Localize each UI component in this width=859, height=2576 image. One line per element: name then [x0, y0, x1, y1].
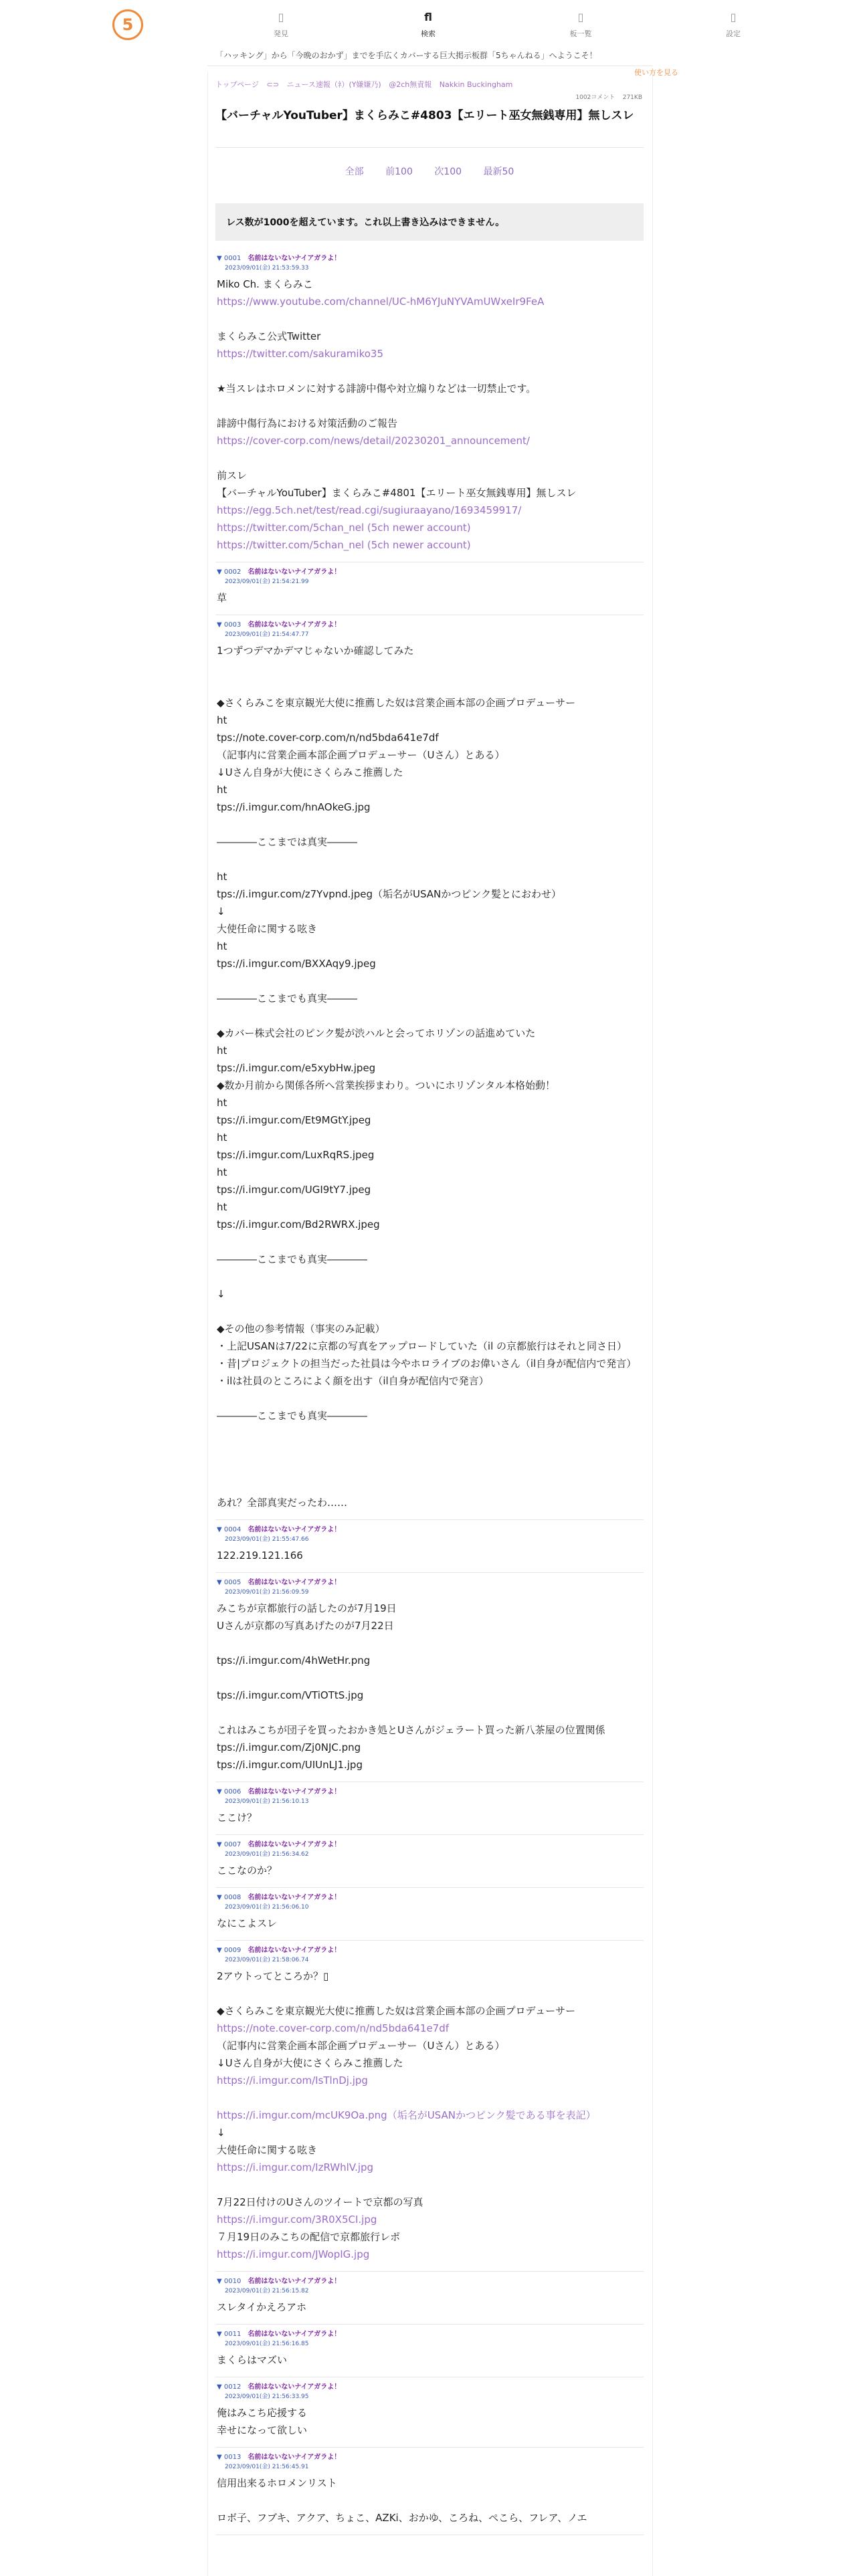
breadcrumb-board[interactable]: ニュース速報（ﾈ）(Y嫌嫌乃): [286, 80, 381, 89]
post-line: ↓Uさん自身が大使にさくらみこ推薦した: [217, 766, 403, 778]
post-line: ７月19日のみこちの配信で京都旅行レポ: [217, 2231, 401, 2243]
post: [215, 2377, 644, 2448]
post-number[interactable]: ▼ 0002: [217, 568, 242, 576]
pager: [215, 165, 644, 178]
post: [215, 1520, 644, 1573]
post-line: ht: [217, 1045, 227, 1057]
post-body: [217, 2351, 642, 2369]
post-line: [217, 1233, 642, 1251]
post-author: 名前はないないナイアガラよ！: [248, 2383, 341, 2391]
app-header: [0, 0, 859, 47]
thread-size: 271KB: [622, 94, 642, 101]
post-number[interactable]: ▼ 0013: [217, 2454, 242, 2461]
nav-boards[interactable]: [554, 9, 607, 39]
post-header: [217, 2277, 642, 2296]
post: [215, 2272, 644, 2325]
post-link[interactable]: https://twitter.com/5chan_nel (5ch newer account): [217, 539, 471, 551]
post-line: tps://i.imgur.com/VTiOTtS.jpg: [217, 1689, 364, 1701]
post-author: 名前はないないナイアガラよ！: [248, 1579, 341, 1586]
post-line: 俺はみこち応援する: [217, 2407, 308, 2419]
post-author: 名前はないないナイアガラよ！: [248, 1947, 341, 1954]
post-header: [217, 254, 642, 273]
post: [215, 2325, 644, 2377]
post-body: [217, 642, 642, 1511]
post-line: [217, 1634, 642, 1652]
post-body: [217, 1600, 642, 1774]
pager-next100[interactable]: 次100: [434, 167, 462, 177]
post-date: 2023/09/01(金) 21:56:06.10: [225, 1904, 309, 1911]
post-line: tps://i.imgur.com/4hWetHr.png: [217, 1654, 371, 1667]
gear-icon: ▯: [730, 11, 737, 23]
post-number[interactable]: ▼ 0004: [217, 1526, 242, 1533]
nav-search-label: 検索: [421, 29, 436, 38]
post-line: [217, 972, 642, 990]
post-number[interactable]: ▼ 0001: [217, 255, 242, 262]
top-nav: [0, 9, 859, 47]
post-line: 草: [217, 592, 227, 604]
post-date: 2023/09/01(金) 21:56:09.59: [225, 1589, 309, 1596]
post-line: ↓: [217, 2127, 225, 2139]
post-line: ――――ここまでも真実――――: [217, 1253, 368, 1265]
post-line: 大使任命に関する呟き: [217, 2144, 318, 2156]
post-header: [217, 621, 642, 639]
thread-full-notice: レス数が1000を超えています。これ以上書き込みはできません。: [215, 203, 644, 241]
discover-icon: ▯: [278, 11, 284, 23]
post-line: 2アウトってところか？▯: [217, 1970, 329, 1982]
post-body: [217, 1967, 642, 2263]
post-line: Miko Ch. まくらみこ: [217, 278, 313, 290]
post-date: 2023/09/01(金) 21:56:15.82: [225, 2288, 309, 2294]
post-line: ロボ子、フブキ、アクア、ちょこ、AZKi、おかゆ、ころね、ぺこら、フレア、ノエ: [217, 2512, 587, 2524]
post-line: ↓: [217, 1288, 225, 1300]
post-line: [217, 1268, 642, 1285]
post-line: ここなのか？: [217, 1864, 278, 1876]
post-body: [217, 2474, 642, 2527]
post-line: tps://i.imgur.com/z7Yvpnd.jpeg（垢名がUSANかつピンク髪とにおわせ）: [217, 888, 561, 900]
post-author: 名前はないないナイアガラよ！: [248, 1841, 341, 1848]
post-date: 2023/09/01(金) 21:56:33.95: [225, 2393, 309, 2400]
post-line: ――――ここまでも真実――――: [217, 1410, 368, 1422]
nav-search[interactable]: [401, 9, 455, 39]
post-header: [217, 1578, 642, 1597]
post-line: ◆さくらみこを東京観光大使に推薦した奴は営業企画本部の企画プロデューサー: [217, 2005, 576, 2017]
post-header: [217, 1525, 642, 1544]
post-link[interactable]: https://note.cover-corp.com/n/nd5bda641e7df: [217, 2022, 450, 2034]
post-author: 名前はないないナイアガラよ！: [248, 1526, 341, 1533]
post-number[interactable]: ▼ 0010: [217, 2278, 242, 2285]
post-body: [217, 2298, 642, 2316]
post-date: 2023/09/01(金) 21:56:45.91: [225, 2464, 309, 2470]
post-header: [217, 2383, 642, 2401]
post-number[interactable]: ▼ 0005: [217, 1579, 242, 1586]
post-body: [217, 1862, 642, 1879]
post-number[interactable]: ▼ 0011: [217, 2331, 242, 2338]
post-line: [217, 2176, 642, 2193]
post-line: Uさんが京都の写真あげたのが7月22日: [217, 1620, 394, 1632]
post-line: [217, 362, 642, 380]
post-body: [217, 589, 642, 607]
post-date: 2023/09/01(金) 21:56:16.85: [225, 2341, 309, 2347]
post-line: ◆カバー株式会社のピンク髪が渋ハルと会ってホリゾンの話進めていた: [217, 1027, 536, 1039]
nav-discover[interactable]: [254, 9, 308, 39]
search-icon: fl: [424, 11, 432, 23]
post-line: ht: [217, 714, 227, 726]
post-link[interactable]: https://i.imgur.com/mcUK9Oa.png（垢名がUSANかつピンク髪である事を表記）: [217, 2109, 596, 2121]
post-line: みこちが京都旅行の話したのが7月19日: [217, 1602, 397, 1614]
post-link[interactable]: https://i.imgur.com/IzRWhlV.jpg: [217, 2161, 374, 2173]
post-line: tps://i.imgur.com/e5xybHw.jpeg: [217, 1062, 376, 1074]
post-line: 7月22日付けのUさんのツイートで京都の写真: [217, 2196, 423, 2208]
post-date: 2023/09/01(金) 21:56:10.13: [225, 1798, 309, 1805]
post-number[interactable]: ▼ 0009: [217, 1947, 242, 1954]
post-link[interactable]: https://twitter.com/5chan_nel (5ch newer account): [217, 522, 471, 534]
post-number[interactable]: ▼ 0003: [217, 621, 242, 629]
post: [215, 562, 644, 615]
logo-glyph: 5: [122, 15, 134, 34]
post-number[interactable]: ▼ 0012: [217, 2383, 242, 2391]
pager-prev100[interactable]: 前100: [385, 167, 413, 177]
post-number[interactable]: ▼ 0008: [217, 1894, 242, 1901]
post-line: tps://i.imgur.com/UIUnLJ1.jpg: [217, 1759, 363, 1771]
post-line: ↓: [217, 905, 225, 918]
post-line: tps://i.imgur.com/BXXAqy9.jpeg: [217, 958, 376, 970]
post-line: [217, 1424, 642, 1442]
post-line: 122.219.121.166: [217, 1549, 303, 1562]
post-line: ◆その他の参考情報（事実のみ記載）: [217, 1323, 385, 1335]
post-line: tps://i.imgur.com/Bd2RWRX.jpeg: [217, 1218, 380, 1230]
post-author: 名前はないないナイアガラよ！: [248, 255, 341, 262]
post-line: [217, 1007, 642, 1025]
welcome-banner: 「ハッキング」から「今晩のおかず」までを手広くカバーする巨大掲示板群「5ちゃんねる」へようこそ！: [215, 51, 597, 60]
divider: [215, 147, 644, 148]
post-line: ht: [217, 1166, 227, 1178]
post-body: [217, 1809, 642, 1826]
post-line: tps://i.imgur.com/hnAOkeG.jpg: [217, 801, 371, 813]
post-line: （記事内に営業企画本部企画プロデューサー（Uさん）とある）: [217, 749, 505, 761]
post-line: [217, 677, 642, 694]
post-header: [217, 1788, 642, 1806]
post-link[interactable]: https://twitter.com/sakuramiko35: [217, 348, 384, 360]
comment-count: 1002コメント: [575, 94, 615, 101]
post-line: ・ilは社員のところによく顔を出す（il自身が配信内で発言）: [217, 1375, 489, 1387]
post-line: ↓Uさん自身が大使にさくらみこ推薦した: [217, 2057, 403, 2069]
post: [215, 249, 644, 562]
post: [215, 1573, 644, 1782]
post-line: [217, 1303, 642, 1320]
nav-discover-label: 発見: [274, 29, 288, 38]
post-body: [217, 2404, 642, 2439]
post-line: [217, 1442, 642, 1459]
post-body: [217, 1915, 642, 1932]
post-list: [215, 249, 644, 2535]
post-author: 名前はないないナイアガラよ！: [248, 568, 341, 576]
post-line: なにこよスレ: [217, 1917, 278, 1929]
post: [215, 1835, 644, 1888]
post-line: tps://i.imgur.com/UGI9tY7.jpeg: [217, 1184, 371, 1196]
post-line: これはみこちが団子を買ったおかき処とUさんがジェラート買った新八茶屋の位置関係: [217, 1724, 605, 1736]
post-line: ・上記USANは7/22に京都の写真をアップロードしていた（il の京都旅行はそれと同さ日）: [217, 1340, 628, 1352]
post-line: 1つずつデマかデマじゃないか確認してみた: [217, 645, 414, 657]
post-line: tps://i.imgur.com/Et9MGtY.jpeg: [217, 1114, 371, 1126]
post-date: 2023/09/01(金) 21:54:47.77: [225, 631, 309, 638]
post-number[interactable]: ▼ 0007: [217, 1841, 242, 1848]
post-header: [217, 1893, 642, 1912]
boards-icon: ▯: [577, 11, 584, 23]
post-line: ht: [217, 784, 227, 796]
breadcrumb-sep: ⊂⊃: [266, 80, 279, 89]
post-author: 名前はないないナイアガラよ！: [248, 2454, 341, 2461]
post-line: [217, 1985, 642, 2002]
post-line: まくらみこ公式Twitter: [217, 330, 321, 342]
post-header: [217, 1840, 642, 1859]
nav-boards-label: 板一覧: [569, 29, 592, 38]
post-link[interactable]: https://i.imgur.com/IsTlnDj.jpg: [217, 2074, 368, 2086]
breadcrumb-user[interactable]: Nakkin Buckingham: [439, 80, 513, 89]
post-line: ht: [217, 1097, 227, 1109]
post-link[interactable]: https://www.youtube.com/channel/UC-hM6YJuNYVAmUWxeIr9FeA: [217, 296, 545, 308]
post-header: [217, 2453, 642, 2472]
post-header: [217, 2330, 642, 2349]
post-line: ◆数か月前から関係各所へ営業挨拶まわり。ついにホリゾンタル本格始動！: [217, 1079, 555, 1091]
post-line: tps://note.cover-corp.com/n/nd5bda641e7df: [217, 732, 439, 744]
post-author: 名前はないないナイアガラよ！: [248, 2331, 341, 2338]
post-author: 名前はないないナイアガラよ！: [248, 621, 341, 629]
post-author: 名前はないないナイアガラよ！: [248, 1788, 341, 1796]
post-line: [217, 449, 642, 467]
post: [215, 2448, 644, 2535]
thread-title: 【バーチャルYouTuber】まくらみこ#4803【エリート巫女無銭専用】無しスレ: [215, 109, 634, 122]
post-line: 大使任命に関する呟き: [217, 923, 318, 935]
post: [215, 615, 644, 1520]
post-line: [217, 851, 642, 868]
nav-settings-label: 設定: [726, 29, 741, 38]
thread-meta: [549, 92, 642, 101]
nav-settings[interactable]: [706, 9, 760, 39]
post-line: ――――ここまでは真実―――: [217, 836, 358, 848]
post-line: [217, 659, 642, 677]
post-header: [217, 568, 642, 586]
breadcrumb: [215, 79, 518, 90]
post-line: ht: [217, 1201, 227, 1213]
post-line: [217, 397, 642, 415]
post-link[interactable]: https://i.imgur.com/JWopIG.jpg: [217, 2248, 370, 2260]
breadcrumb-top[interactable]: トップページ: [215, 80, 260, 89]
post-line: 誹謗中傷行為における対策活動のご報告: [217, 417, 398, 429]
post-body: [217, 276, 642, 554]
post-date: 2023/09/01(金) 21:56:34.62: [225, 1851, 309, 1858]
post-line: [217, 2089, 642, 2107]
post-line: [217, 1704, 642, 1721]
post-line: 信用出来るホロメンリスト: [217, 2477, 337, 2489]
post-line: スレタイかえろアホ: [217, 2301, 307, 2313]
pager-all[interactable]: 全部: [345, 167, 364, 177]
post-author: 名前はないないナイアガラよ！: [248, 2278, 341, 2285]
post-line: ht: [217, 1132, 227, 1144]
post: [215, 1888, 644, 1941]
breadcrumb-account[interactable]: @2ch無責報: [389, 80, 432, 89]
post-line: あれ？全部真実だったわ……: [217, 1497, 348, 1509]
post-line: 【バーチャルYouTuber】まくらみこ#4801【エリート巫女無銭専用】無しスレ: [217, 487, 577, 499]
post: [215, 1782, 644, 1835]
post-line: [217, 1477, 642, 1494]
post-line: [217, 2492, 642, 2509]
post-line: ――――ここまでも真実―――: [217, 992, 358, 1004]
post: [215, 1941, 644, 2272]
post-author: 名前はないないナイアガラよ！: [248, 1894, 341, 1901]
post-line: （記事内に営業企画本部企画プロデューサー（Uさん）とある）: [217, 2040, 505, 2052]
post-line: ◆さくらみこを東京観光大使に推薦した奴は営業企画本部の企画プロデューサー: [217, 697, 576, 709]
post-date: 2023/09/01(金) 21:53:59.33: [225, 265, 309, 272]
post-date: 2023/09/01(金) 21:54:21.99: [225, 578, 309, 585]
post-line: [217, 1669, 642, 1687]
post-line: ht: [217, 940, 227, 952]
post-line: ここけ？: [217, 1812, 258, 1824]
post-line: [217, 1390, 642, 1407]
pager-latest50[interactable]: 最新50: [483, 167, 514, 177]
post-line: 前スレ: [217, 469, 248, 481]
post-line: [217, 310, 642, 328]
post-date: 2023/09/01(金) 21:58:06.74: [225, 1957, 309, 1963]
post-link[interactable]: https://i.imgur.com/3R0X5CI.jpg: [217, 2214, 377, 2226]
post-line: まくらはマズい: [217, 2354, 288, 2366]
post-body: [217, 1547, 642, 1564]
post-line: [217, 816, 642, 833]
post-link[interactable]: https://egg.5ch.net/test/read.cgi/sugiuraayano/1693459917/: [217, 504, 522, 516]
post-number[interactable]: ▼ 0006: [217, 1788, 242, 1796]
post-line: ・昔|プロジェクトの担当だった社員は今やホロライブのお偉いさん（il自身が配信内で発言）: [217, 1358, 637, 1370]
post-line: 幸せになって欲しい: [217, 2424, 308, 2436]
help-link[interactable]: 使い方を見る: [634, 68, 678, 77]
post-header: [217, 1946, 642, 1965]
post-line: ★当スレはホロメンに対する誹謗中傷や対立煽りなどは一切禁止です。: [217, 383, 537, 395]
post-line: tps://i.imgur.com/Zj0NJC.png: [217, 1741, 361, 1753]
post-date: 2023/09/01(金) 21:55:47.66: [225, 1536, 309, 1543]
post-line: tps://i.imgur.com/LuxRqRS.jpeg: [217, 1149, 375, 1161]
post-line: ht: [217, 871, 227, 883]
post-link[interactable]: https://cover-corp.com/news/detail/20230201_announcement/: [217, 435, 530, 447]
post-line: [217, 1459, 642, 1477]
